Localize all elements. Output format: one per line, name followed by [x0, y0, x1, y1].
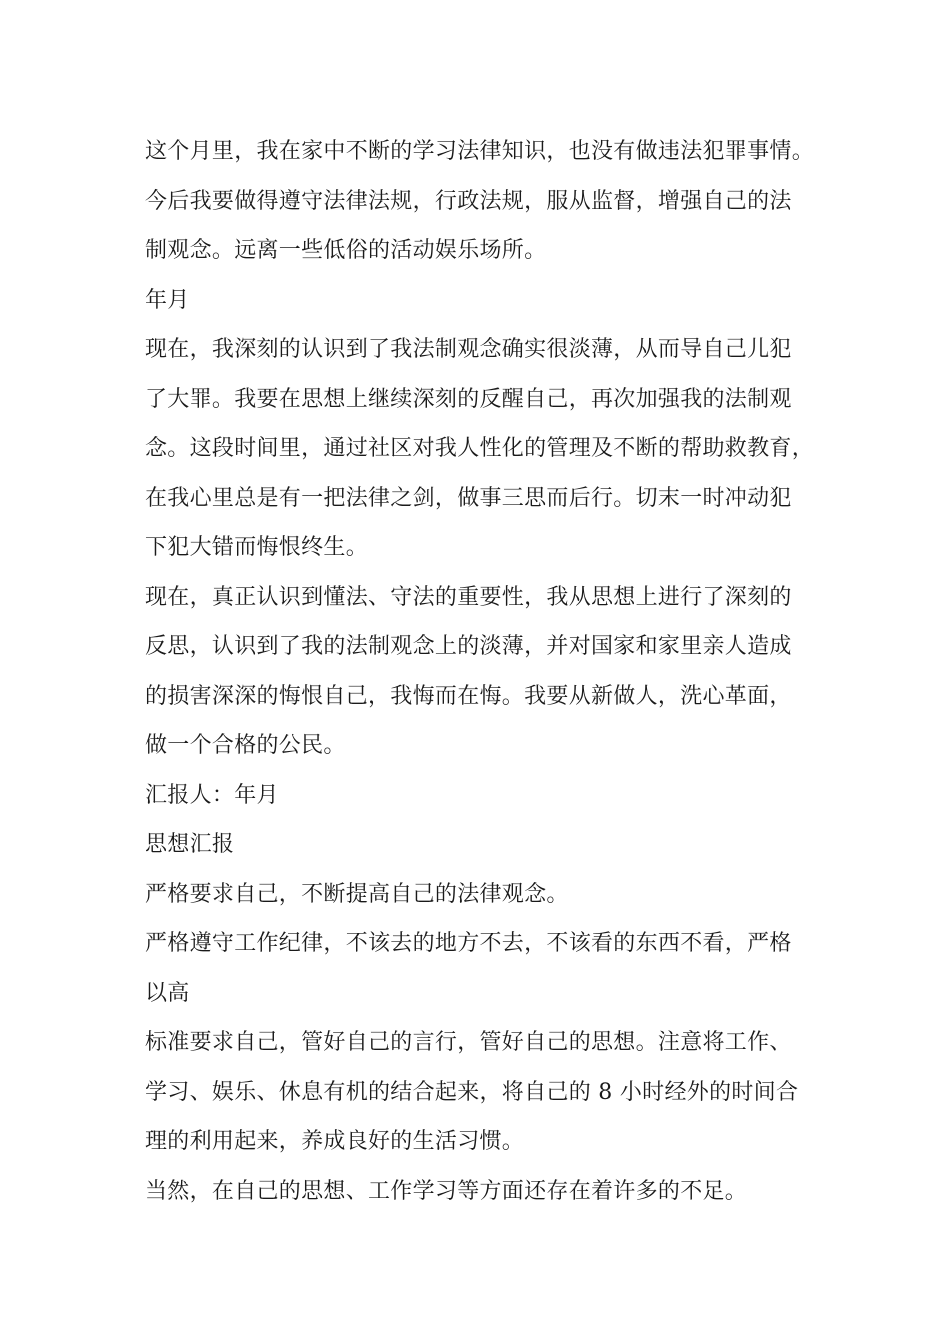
text-line: 当然，在自己的思想、工作学习等方面还存在着许多的不足。: [145, 1178, 748, 1204]
text-line: 学习、娱乐、休息有机的结合起来，将自己的 8 小时经外的时间合: [145, 1079, 799, 1105]
text-line: 制观念。远离一些低俗的活动娱乐场所。: [145, 238, 547, 263]
text-line: 现在，我深刻的认识到了我法制观念确实很淡薄，从而导自己儿犯: [145, 337, 792, 362]
text-line: 反思，认识到了我的法制观念上的淡薄，并对国家和家里亲人造成: [145, 634, 792, 659]
text-line: 了大罪。我要在思想上继续深刻的反醒自己，再次加强我的法制观: [145, 386, 792, 412]
text-line: 这个月里，我在家中不断的学习法律知识，也没有做违法犯罪事情。: [145, 139, 815, 164]
text-line: 严格要求自己，不断提高自己的法律观念。: [145, 881, 569, 907]
text-line: 做一个合格的公民。: [145, 733, 346, 758]
text-line: 以高: [145, 980, 190, 1006]
text-line: 念。这段时间里，通过社区对我人性化的管理及不断的帮助救教育，: [145, 436, 815, 461]
text-line: 今后我要做得遵守法律法规，行政法规，服从监督，增强自己的法: [145, 188, 792, 214]
document-body: [145, 127, 845, 1216]
text-line: 现在，真正认识到懂法、守法的重要性，我从思想上进行了深刻的: [145, 584, 792, 610]
text-line: 的损害深深的悔恨自己，我悔而在悔。我要从新做人，洗心革面，: [145, 683, 792, 709]
text-line: 标准要求自己，管好自己的言行，管好自己的思想。注意将工作、: [145, 1030, 792, 1055]
text-line: 理的利用起来，养成良好的生活习惯。: [145, 1129, 525, 1154]
section-title: 思想汇报: [145, 832, 235, 857]
reporter-line: 汇报人：年月: [145, 782, 279, 808]
text-line: 在我心里总是有一把法律之剑，做事三思而后行。切末一时冲动犯: [145, 485, 792, 511]
text-line: 下犯大错而悔恨终生。: [145, 535, 369, 560]
text-line: 严格遵守工作纪律，不该去的地方不去，不该看的东西不看，严格: [145, 931, 792, 956]
date-line: 年月: [145, 287, 190, 313]
